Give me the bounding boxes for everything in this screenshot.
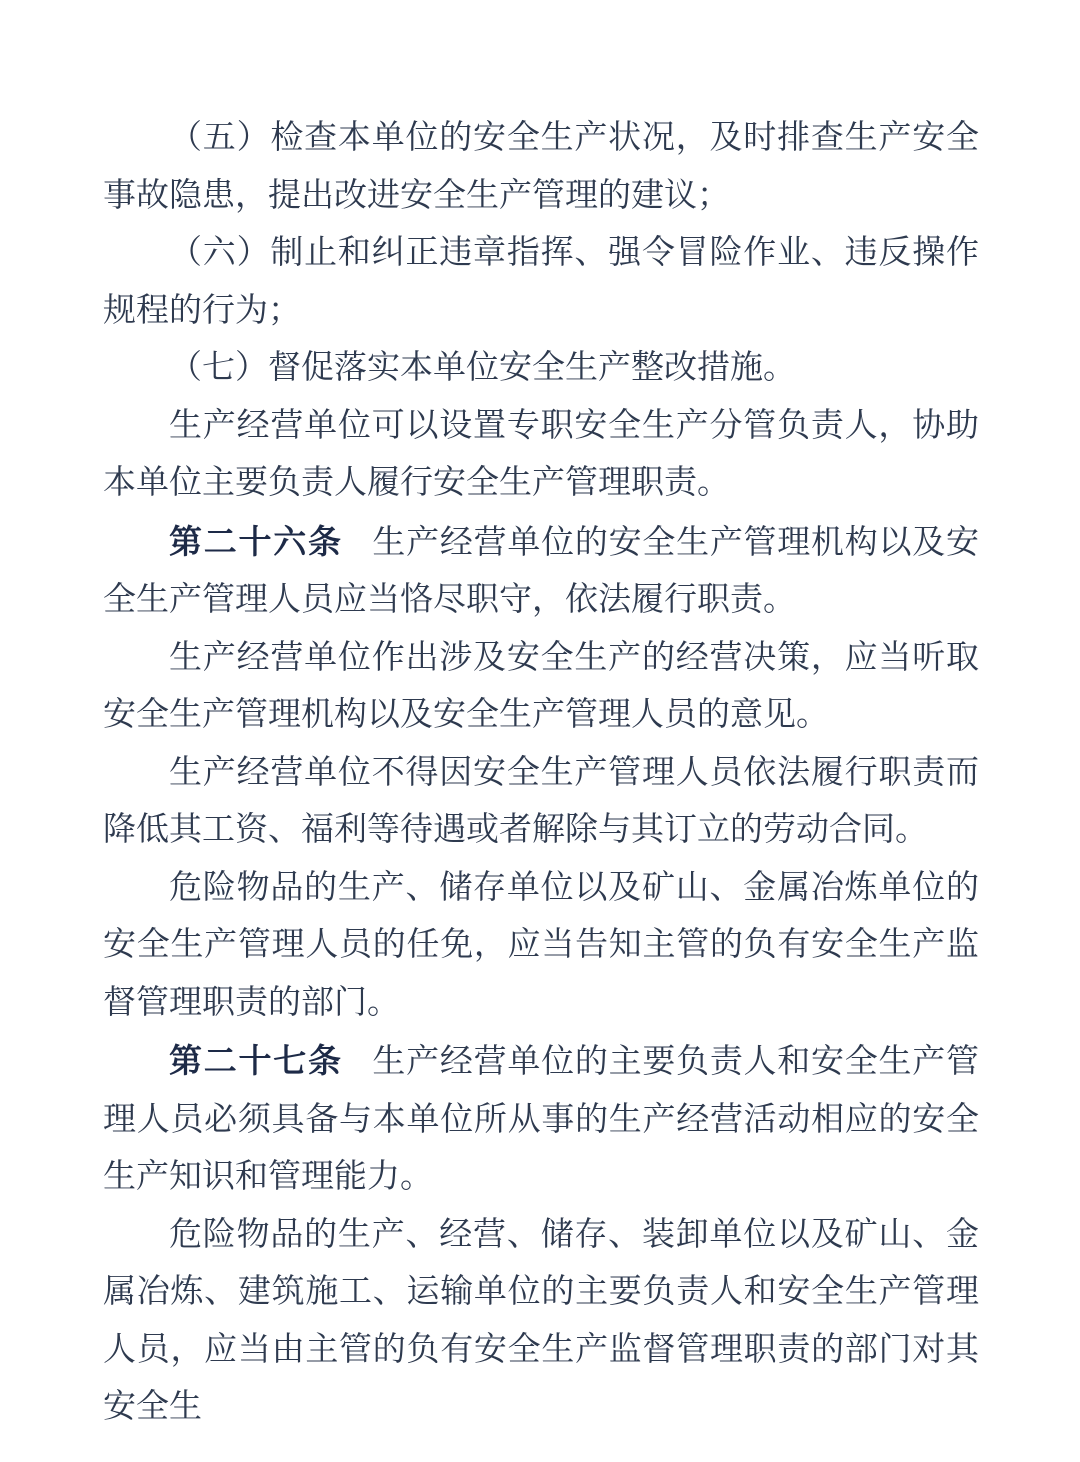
paragraph-text: （六）制止和纠正违章指挥、强令冒险作业、违反操作规程的行为； [103,235,979,329]
body-paragraph [103,225,979,340]
paragraph-text: 生产经营单位作出涉及安全生产的经营决策，应当听取安全生产管理机构以及安全生产管理人员的意见。 [103,639,979,733]
paragraph-text: （七）督促落实本单位安全生产整改措施。 [169,350,796,386]
law-text [103,110,979,1437]
article-paragraph [103,513,979,630]
paragraph-text: 生产经营单位的安全生产管理机构以及安全生产管理人员应当恪尽职守，依法履行职责。 [103,524,980,618]
article-number: 第二十七条 [169,1042,343,1079]
body-paragraph [103,398,979,513]
paragraph-text: （五）检查本单位的安全生产状况，及时排查生产安全事故隐患，提出改进安全生产管理的建议； [103,120,979,214]
paragraph-text: 生产经营单位不得因安全生产管理人员依法履行职责而降低其工资、福利等待遇或者解除与其订立的劳动合同。 [103,754,979,848]
paragraph-text: 危险物品的生产、储存单位以及矿山、金属冶炼单位的安全生产管理人员的任免，应当告知主管的负有安全生产监督管理职责的部门。 [103,869,979,1021]
body-paragraph [103,860,979,1033]
body-paragraph [103,745,979,860]
body-paragraph [103,340,979,398]
body-paragraph [103,110,979,225]
paragraph-text: 危险物品的生产、经营、储存、装卸单位以及矿山、金属冶炼、建筑施工、运输单位的主要负责人和安全生产管理人员，应当由主管的负有安全生产监督管理职责的部门对其安全生 [103,1216,979,1425]
paragraph-text: 生产经营单位可以设置专职安全生产分管负责人，协助本单位主要负责人履行安全生产管理职责。 [103,407,979,501]
article-number: 第二十六条 [169,522,343,560]
article-paragraph [103,1032,979,1207]
paragraph-text: 生产经营单位的主要负责人和安全生产管理人员必须具备与本单位所从事的生产经营活动相应的安全生产知识和管理能力。 [103,1044,980,1195]
body-paragraph [103,630,979,745]
body-paragraph [103,1207,979,1437]
